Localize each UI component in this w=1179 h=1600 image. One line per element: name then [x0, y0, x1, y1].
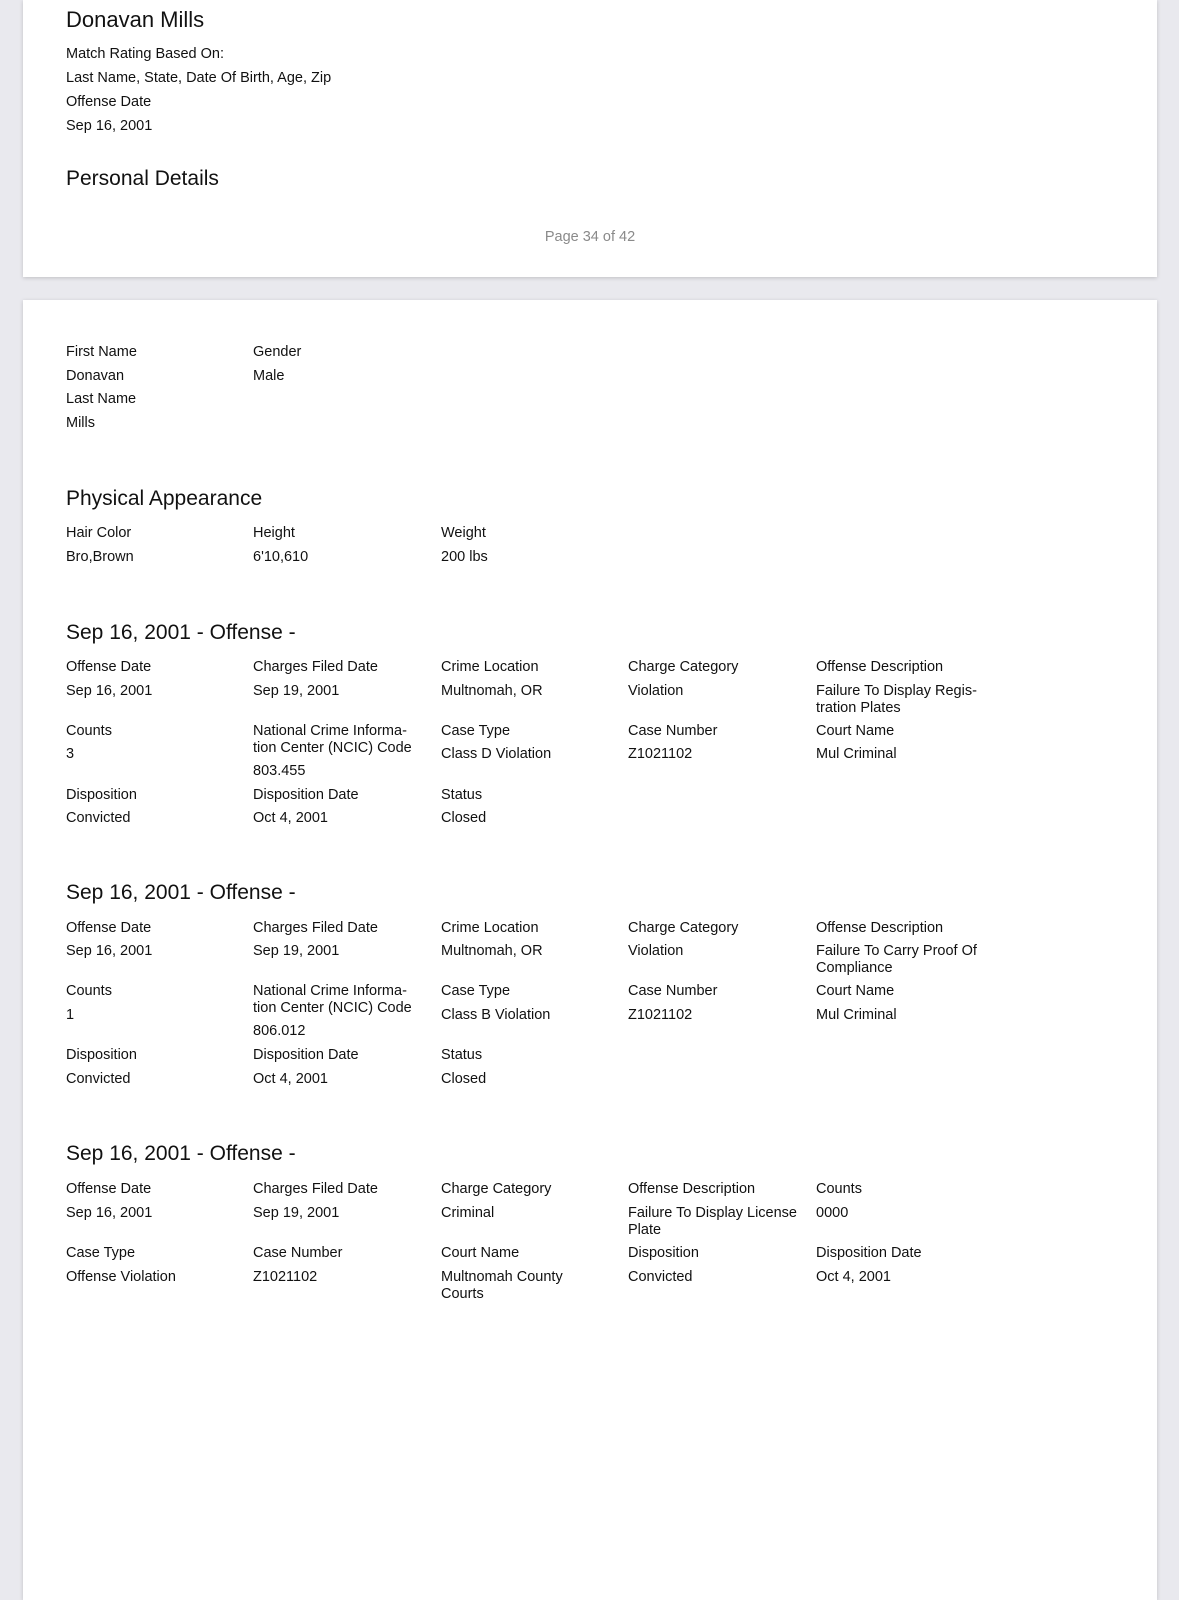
charge-category-label: Charge Category [441, 1181, 552, 1197]
charges-filed-label: Charges Filed Date [253, 659, 378, 675]
offense-heading: Sep 16, 2001 - Offense - [66, 881, 296, 904]
gender-value: Male [253, 368, 285, 384]
case-number-value: Z1021102 [628, 1007, 693, 1023]
status-value: Closed [441, 1071, 487, 1087]
court-name-value: Mul Criminal [816, 1007, 897, 1023]
status-label: Status [441, 787, 483, 803]
offense-description-value: Failure To Display License Plate [628, 1205, 797, 1238]
gender-label: Gender [253, 344, 302, 360]
court-name-value: Mul Criminal [816, 746, 897, 762]
charges-filed-value: Sep 19, 2001 [253, 683, 340, 699]
charge-category-label: Charge Category [628, 920, 739, 936]
case-type-label: Case Type [441, 983, 511, 999]
offense-date-label: Offense Date [66, 94, 152, 110]
weight-label: Weight [441, 525, 486, 541]
disposition-label: Disposition [66, 1047, 137, 1063]
disposition-value: Convicted [66, 810, 131, 826]
offense-heading: Sep 16, 2001 - Offense - [66, 1142, 296, 1165]
page-indicator: Page 34 of 42 [544, 229, 636, 245]
disposition-date-value: Oct 4, 2001 [816, 1269, 891, 1285]
offense-date-label: Offense Date [66, 920, 152, 936]
last-name-label: Last Name [66, 391, 137, 407]
case-type-value: Class B Violation [441, 1007, 551, 1023]
crime-location-label: Crime Location [441, 659, 539, 675]
crime-location-label: Crime Location [441, 920, 539, 936]
charges-filed-label: Charges Filed Date [253, 1181, 378, 1197]
ncic-code-value: 806.012 [253, 1023, 306, 1039]
first-name-value: Donavan [66, 368, 125, 384]
case-number-value: Z1021102 [628, 746, 693, 762]
offense-description-label: Offense Description [816, 920, 944, 936]
counts-value: 0000 [816, 1205, 849, 1221]
case-number-label: Case Number [628, 723, 718, 739]
disposition-date-value: Oct 4, 2001 [253, 1071, 328, 1087]
ncic-code-label: National Crime Informa-tion Center (NCIC) Code [253, 723, 412, 756]
court-name-label: Court Name [816, 983, 895, 999]
physical-appearance-heading: Physical Appearance [66, 487, 263, 510]
counts-label: Counts [66, 723, 112, 739]
ncic-code-value: 803.455 [253, 763, 306, 779]
subject-name: Donavan Mills [66, 7, 205, 32]
report-page-top [23, 0, 1157, 277]
status-label: Status [441, 1047, 483, 1063]
disposition-label: Disposition [66, 787, 137, 803]
match-rating-basis: Last Name, State, Date Of Birth, Age, Zip [66, 70, 332, 86]
personal-details-heading: Personal Details [66, 167, 219, 190]
case-type-value: Class D Violation [441, 746, 552, 762]
offense-description-label: Offense Description [628, 1181, 756, 1197]
crime-location-value: Multnomah, OR [441, 943, 543, 959]
court-name-label: Court Name [816, 723, 895, 739]
offense-heading: Sep 16, 2001 - Offense - [66, 621, 296, 644]
height-label: Height [253, 525, 295, 541]
disposition-value: Convicted [628, 1269, 693, 1285]
disposition-date-value: Oct 4, 2001 [253, 810, 328, 826]
counts-label: Counts [816, 1181, 862, 1197]
charge-category-value: Criminal [441, 1205, 495, 1221]
disposition-date-label: Disposition Date [253, 1047, 359, 1063]
offense-description-value: Failure To Display Regis-tration Plates [816, 683, 977, 716]
case-type-label: Case Type [66, 1245, 136, 1261]
charges-filed-label: Charges Filed Date [253, 920, 378, 936]
first-name-label: First Name [66, 344, 137, 360]
disposition-label: Disposition [628, 1245, 699, 1261]
offense-date-label: Offense Date [66, 1181, 152, 1197]
case-number-label: Case Number [628, 983, 718, 999]
offense-date-value: Sep 16, 2001 [66, 683, 153, 699]
case-number-label: Case Number [253, 1245, 343, 1261]
case-type-label: Case Type [441, 723, 511, 739]
disposition-value: Convicted [66, 1071, 131, 1087]
height-value: 6'10,610 [253, 549, 309, 565]
crime-location-value: Multnomah, OR [441, 683, 543, 699]
last-name-value: Mills [66, 415, 95, 431]
hair-color-value: Bro,Brown [66, 549, 134, 565]
charges-filed-value: Sep 19, 2001 [253, 943, 340, 959]
offense-date-value: Sep 16, 2001 [66, 118, 153, 134]
case-number-value: Z1021102 [253, 1269, 318, 1285]
offense-description-label: Offense Description [816, 659, 944, 675]
case-type-value: Offense Violation [66, 1269, 176, 1285]
ncic-code-label: National Crime Informa-tion Center (NCIC) Code [253, 983, 412, 1016]
charge-category-value: Violation [628, 683, 684, 699]
report-page-bottom [23, 300, 1157, 1600]
disposition-date-label: Disposition Date [253, 787, 359, 803]
offense-date-label: Offense Date [66, 659, 152, 675]
counts-value: 3 [66, 746, 75, 762]
charge-category-value: Violation [628, 943, 684, 959]
counts-label: Counts [66, 983, 112, 999]
offense-date-value: Sep 16, 2001 [66, 943, 153, 959]
weight-value: 200 lbs [441, 549, 488, 565]
hair-color-label: Hair Color [66, 525, 132, 541]
status-value: Closed [441, 810, 487, 826]
charges-filed-value: Sep 19, 2001 [253, 1205, 340, 1221]
court-name-value: Multnomah County Courts [441, 1269, 563, 1302]
match-rating-label: Match Rating Based On: [66, 46, 224, 62]
offense-date-value: Sep 16, 2001 [66, 1205, 153, 1221]
counts-value: 1 [66, 1007, 75, 1023]
court-name-label: Court Name [441, 1245, 520, 1261]
disposition-date-label: Disposition Date [816, 1245, 922, 1261]
offense-description-value: Failure To Carry Proof Of Compliance [816, 943, 977, 976]
charge-category-label: Charge Category [628, 659, 739, 675]
